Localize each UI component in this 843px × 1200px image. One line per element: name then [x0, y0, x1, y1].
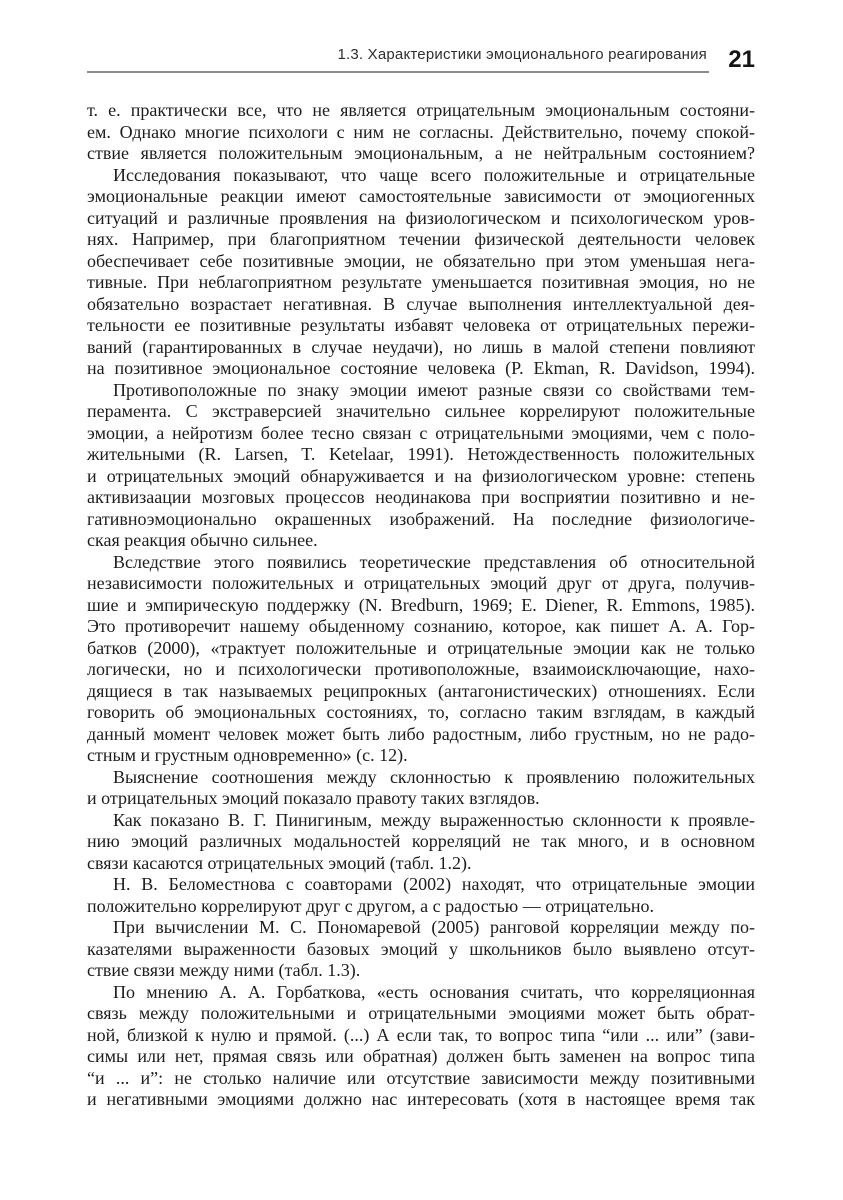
running-title: 1.3. Характеристики эмоционального реагирования	[337, 46, 707, 63]
text-line: жительными (R. Larsen, T. Ketelaar, 1991). Нетождественность положительных	[87, 444, 755, 464]
text-line: обеспечивает себе позитивные эмоции, не обязательно при этом уменьшая нега-	[87, 250, 755, 271]
text-line: ская реакция обычно сильнее.	[87, 530, 318, 550]
paragraph	[87, 810, 755, 875]
text-line: ситуаций и различные проявления на физиологическом и психологическом уров-	[87, 207, 755, 228]
paragraph	[87, 767, 755, 810]
text-line: перамента. С экстраверсией значительно сильнее коррелируют положительные	[87, 401, 755, 421]
text-line: эмоции, а нейротизм более тесно связан с отрицательными эмоциями, чем с поло-	[87, 422, 755, 443]
paragraph	[87, 552, 755, 767]
text-line: и негативными эмоциями должно нас интересовать (хотя в настоящее время так	[87, 1089, 755, 1109]
header-rule	[87, 46, 709, 73]
text-line: нях. Например, при благоприятном течении физической деятельности человек	[87, 229, 755, 249]
text-line: Исследования показывают, что чаще всего положительные и отрицательные	[113, 164, 755, 185]
paragraph	[87, 874, 755, 917]
text-line: нию эмоций различных модальностей корреляций не так много, и в основном	[87, 831, 755, 851]
paragraph	[87, 100, 755, 165]
text-line: данный момент человек может быть либо радостным, либо грустным, но не радо-	[87, 723, 755, 744]
text-line: “и ... и”: не столько наличие или отсутствие зависимости между позитивными	[87, 1067, 755, 1088]
text-line: и отрицательных эмоций показало правоту таких взглядов.	[87, 788, 540, 808]
text-line: Н. В. Беломестнова с соавторами (2002) находят, что отрицательные эмоции	[113, 874, 755, 894]
text-line: положительно коррелируют друг с другом, а с радостью — отрицательно.	[87, 895, 655, 916]
paragraph	[87, 165, 755, 380]
text-line: тельности ее позитивные результаты избавят человека от отрицательных пережи-	[87, 315, 755, 335]
text-line: Противоположные по знаку эмоции имеют разные связи со свойствами тем-	[113, 379, 755, 400]
text-line: По мнению А. А. Горбаткова, «есть основания считать, что корреляционная	[113, 981, 755, 1002]
text-line: ствие связи между ними (табл. 1.3).	[87, 960, 361, 980]
text-line: и отрицательных эмоций обнаруживается и на физиологическом уровне: степень	[87, 465, 755, 486]
paragraph	[87, 917, 755, 982]
page-number: 21	[728, 46, 755, 73]
text-line: Вследствие этого появились теоретические представления об относительной	[113, 551, 755, 572]
text-line: связь между положительными и отрицательными эмоциями может быть обрат-	[87, 1003, 755, 1023]
text-line: активизаации мозговых процессов неодинакова при восприятии позитивно и не-	[87, 487, 755, 507]
text-line: т. е. практически все, что не является отрицательным эмоциональным состояни-	[87, 100, 755, 120]
text-line: эмоциональные реакции имеют самостоятельные зависимости от эмоциогенных	[87, 186, 755, 206]
text-line: обязательно возрастает негативная. В случае выполнения интеллектуальной дея-	[87, 293, 755, 314]
text-line: При вычислении М. С. Пономаревой (2005) ранговой корреляции между по-	[113, 917, 755, 937]
text-line: симы или нет, прямая связь или обратная) должен быть заменен на вопрос типа	[87, 1046, 755, 1066]
page-header	[87, 46, 755, 73]
text-line: ем. Однако многие психологи с ним не согласны. Действительно, почему спокой-	[87, 121, 755, 142]
text-line: ствие является положительным эмоциональным, а не нейтральным состоянием?	[87, 143, 755, 163]
text-line: тивные. При неблагоприятном результате уменьшается позитивная эмоция, но не	[87, 272, 755, 292]
text-line: стным и грустным одновременно» (с. 12).	[87, 745, 408, 765]
text-line: ной, близкой к нулю и прямой. (...) А если так, то вопрос типа “или ... или” (зави-	[87, 1024, 755, 1045]
text-line: связи касаются отрицательных эмоций (табл. 1.2).	[87, 852, 472, 873]
paragraph	[87, 982, 755, 1111]
text-line: гативноэмоционально окрашенных изображений. На последние физиологиче-	[87, 508, 755, 529]
paragraph	[87, 380, 755, 552]
text-line: на позитивное эмоциональное состояние человека (P. Ekman, R. Davidson, 1994).	[87, 358, 755, 378]
text-line: шие и эмпирическую поддержку (N. Bredburn, 1969; E. Diener, R. Emmons, 1985).	[87, 594, 755, 615]
text-line: Это противоречит нашему обыденному сознанию, которое, как пишет А. А. Гор-	[87, 616, 755, 636]
text-line: логически, но и психологически противоположные, взаимоисключающие, нахо-	[87, 659, 755, 679]
text-line: казателями выраженности базовых эмоций у школьников было выявлено отсут-	[87, 938, 755, 959]
text-line: ваний (гарантированных в случае неудачи), но лишь в малой степени повлияют	[87, 336, 755, 357]
text-line: Выяснение соотношения между склонностью к проявлению положительных	[113, 766, 755, 787]
text-line: дящиеся в так называемых реципрокных (антагонистических) отношениях. Если	[87, 680, 755, 701]
text-line: батков (2000), «трактует положительные и отрицательные эмоции как не только	[87, 637, 755, 658]
text-line: независимости положительных и отрицательных эмоций друг от друга, получив-	[87, 573, 755, 593]
body-text	[87, 100, 755, 1111]
text-line: Как показано В. Г. Пинигиным, между выраженностью склонности к проявле-	[113, 809, 755, 830]
text-line: говорить об эмоциональных состояниях, то, согласно таким взглядам, в каждый	[87, 702, 755, 722]
